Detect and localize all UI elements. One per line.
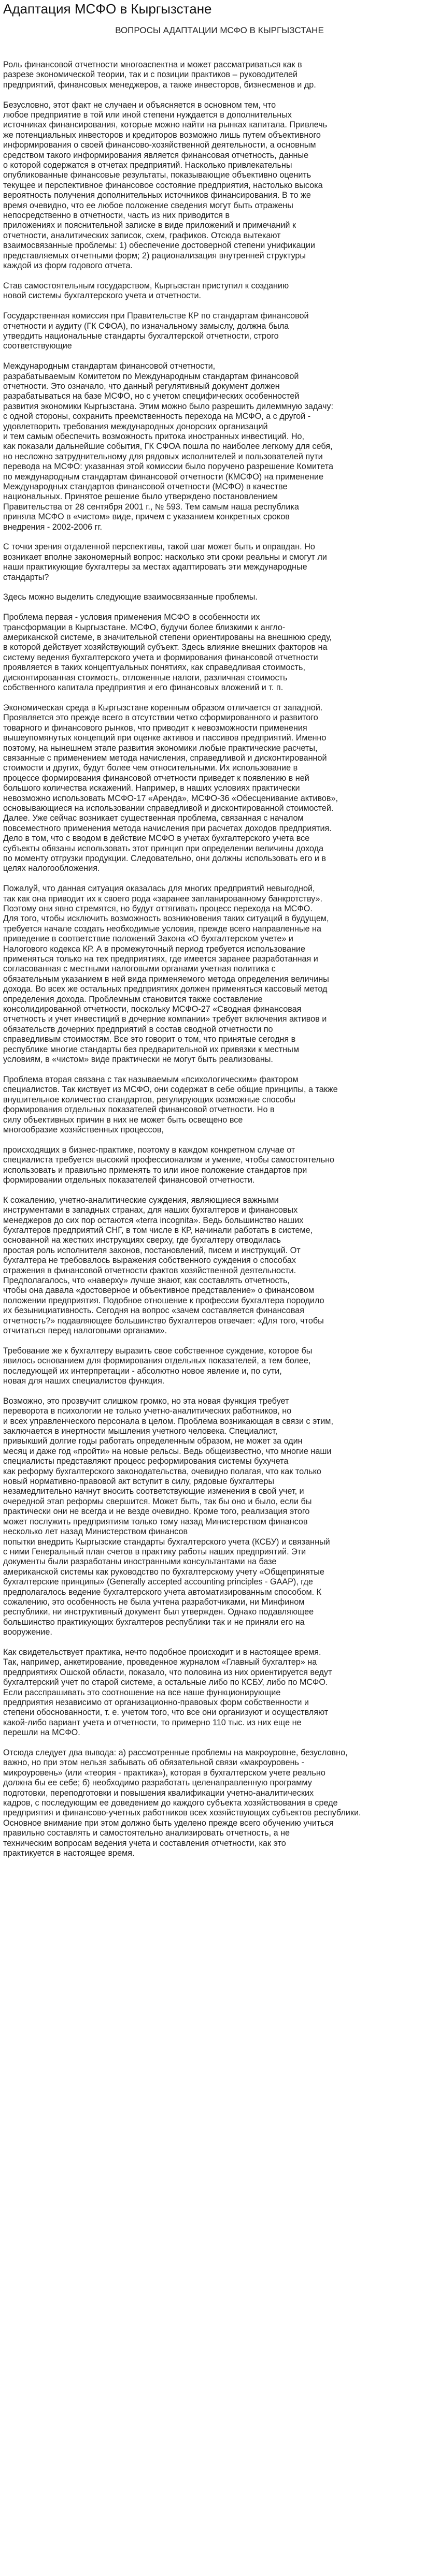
paragraph: Безусловно, этот факт не случаен и объясняется в основном тем, что любое предприятие в той или иной степени нуждается в дополнительных источниках финансирования, которые можно найти на рынках капитала. Привлечь же потенциальных инвесторов и кредиторов возможно лишь путем объективного информирования о своей финансово-хозяйственной деятельности, а основным средством такого информирования является финансовая отчетность, данные о которой содержатся в отчетах предприятий. Насколько привлекательны опубликованные финансовые результаты, показывающие объективно оценить текущее и перспективное финансовое состояние предприятия, настолько высока вероятность получения дополнительных источников финансирования. В то же время очевидно, что ее любое положение сведения могут быть отражены непосредственно в отчетности, часть из них приводится в приложениях и пояснительной записке в виде приложений и примечаний к отчетности, аналитических записок, схем, графиков. Отсюда вытекают взаимосвязанные проблемы: 1) обеспечение достоверной степени унификации представляемых отчетными форм; 2) рационализация внутренней структуры каждой из форм годового отчета. [3, 100, 328, 271]
document-title: Адаптация МСФО в Кыргызстане [3, 1, 212, 17]
paragraph: Пожалуй, что данная ситуация оказалась для многих предприятий невыгодной, так как она приводит их к своего рода «заранее запланированному банкротству». Поэтому они явно стремятся, но будут оттягивать процесс перехода на МСФО. Для того, чтобы исключить возможность возникновения таких ситуаций в будущем, требуется начале создать необходимые условия, прежде всего направленные на приведение в соответствие положений Закона «О бухгалтерском учете» и Налогового кодекса КР. А в промежуточный период требуется использование применяться только на тех предприятиях, где имеется заранее разработанная и согласованная с местными налоговыми органами учетная политика с обязательным указанием в ней вида применяемого метода определения величины дохода. Во всех же остальных предприятиях должен применяться кассовый метод определения дохода. Проблемным становится также составление консолидированной отчетности, поскольку МСФО-27 «Сводная финансовая отчетность и учет инвестиций в дочерние компании» требует включения активов и обязательств дочерних предприятий в состав сводной отчетности по справедливым стоимостям. Все это говорит о том, что принятые сегодня в республике многие стандарты без предварительной их привязки к местным условиям, в «чистом» виде практически не могут быть реализованы. [3, 884, 329, 1065]
paragraph: Став самостоятельным государством, Кыргызстан приступил к созданию новой системы бухгалтерского учета и отчетности. [3, 281, 289, 301]
document-subtitle: ВОПРОСЫ АДАПТАЦИИ МСФО В КЫРГЫЗСТАНЕ [115, 25, 324, 35]
paragraph: Проблема вторая связана с так называемым «психологическим» фактором специалистов. Так киствует из МСФО, они содержат в себе общие принципы, а также внушительное количество стандартов, регулирующих возможные способы формирования отдельных показателей финансовой отчетности. Но в силу объективных причин в них не может быть освещено все многообразие хозяйственных процессов, [3, 1074, 338, 1134]
paragraph: Международным стандартам финансовой отчетности, разрабатываемым Комитетом по Международным стандартам финансовой отчетности. Это означало, что данный регулятивный документ должен разрабатываться на базе МСФО, но с учетом специфических особенностей развития экономики Кыргызстана. Этим можно было разрешить дилеммную задачу: с одной стороны, сохранить преемственность перехода на МСФО, а с другой - удовлетворить требования международных донорских организаций и тем самым обеспечить возможность притока иностранных инвестиций. Но, как показали дальнейшие события, ГК СФОА пошла по наиболее легкому для себя, но несложно затруднительному для рядовых исполнителей и пользователей пути перевода на МСФО: указанная этой комиссии было поручено разрешение Комитета по международным стандартам финансовой отчетности (КМСФО) на применение Международных стандартов финансовой отчетности (МСФО) в качестве национальных. Принятое решение было утверждено постановлением Правительства от 28 сентября 2001 г., № 593. Тем самым наша республика приняла МСФО в «чистом» виде, причем с указанием конкретных сроков внедрения - 2002-2006 гг. [3, 361, 333, 532]
paragraph: Отсюда следует два вывода: а) рассмотренные проблемы на макроуровне, безусловно, важно, но при этом нельзя забывать об обязательной связи «макроуровень - микроуровень» (или «теория - практика»), которая в бухгалтерском учете реально должна бы ее себе; б) необходимо разработать целенаправленную программу подготовки, переподготовки и повышения квалификации учетно-аналитических кадров, с последующим ее доведением до каждого субъекта хозяйствования в среде предприятия и финансово-учетных работников всех хозяйствующих субъектов республики. Основное внимание при этом должно быть уделено прежде всего обучению учиться правильно составлять и самостоятельно анализировать отчетность, а не техническим вопросам ведения учета и составления отчетности, как это практикуется в настоящее время. [3, 1748, 361, 1858]
paragraph: Роль финансовой отчетности многоаспектна и может рассматриваться как в разрезе экономической теории, так и с позиции практиков – руководителей предприятий, финансовых менеджеров, а также инвесторов, бизнесменов и др. [3, 60, 316, 90]
paragraph: Проблема первая - условия применения МСФО в особенности их трансформации в Кыргызстане. МСФО, будучи более близкими к англо- американской системе, в значительной степени ориентированы на внешнюю среду, в которой действует хозяйствующий субъект. Здесь влияние внешних факторов на систему ведения бухгалтерского учета и формирования финансовой отчетности проявляется в таких концептуальных понятиях, как справедливая стоимость, дисконтированная стоимость, отложенные налоги, различная стоимость собственного капитала предприятия и его финансовых вложений и т. п. [3, 613, 332, 693]
paragraph: Экономическая среда в Кыргызстане коренным образом отличается от западной. Проявляется это прежде всего в отсутствии четко сформированного и развитого товарного и финансового рынков, что приводит к невозможности применения вышеупомянутых концепций при оценке активов и пассивов предприятий. Именно поэтому, на нынешнем этапе развития экономики любые практические расчеты, связанные с применением метода начисления, справедливой и дисконтированной стоимости и других, будут более чем относительными. Их использование в процессе формирования финансовой отчетности приведет к появлению в ней большого количества искажений. Например, в наших условиях практически невозможно использовать МСФО-17 «Аренда», МСФО-36 «Обесценивание активов», основывающиеся на использовании справедливой и дисконтированной стоимостей. Далее. Уже сейчас возникает существенная проблема, связанная с началом повсеместного применения метода начисления при расчетах доходов предприятия. Дело в том, что с вводом в действие МСФО в учетах бухгалтерского учета все субъекты обязаны использовать этот принцип при определении величины дохода по моменту отгрузки продукции. Следовательно, они должны использовать его и в целях налогообложения. [3, 703, 338, 874]
paragraph: К сожалению, учетно-аналитические суждения, являющиеся важными инструментами в западных странах, для наших бухгалтеров и финансовых менеджеров до сих пор остаются «terra incognita». Ведь большинство наших бухгалтеров предприятий СНГ, в том числе в КР, начинали работать в системе, основанной на жестких инструкциях сверху, где бухгалтеру отводилась простая роль исполнителя законов, постановлений, писем и инструкций. От бухгалтера не требовалось выражения собственного суждения о способах отражения в финансовой отчетности фактов хозяйственной деятельности. Предполагалось, что «наверху» лучше знают, как составлять отчетность, чтобы она давала «достоверное и объективное представление» о финансовом положении предприятия. Подобное отношение к профессии бухгалтера породило их безынициативность. Сегодня на вопрос «зачем составляется финансовая отчетность?» подавляющее большинство бухгалтеров отвечает: «Для того, чтобы отчитаться перед налоговыми органами». [3, 1195, 324, 1335]
paragraph: происходящих в бизнес-практике, поэтому в каждом конкретном случае от специалиста требуется высокий профессионализм и умение, чтобы самостоятельно использовать и правильно применять то или иное положение стандартов при формировании отдельных показателей финансовой отчетности. [3, 1145, 335, 1185]
paragraph: Как свидетельствует практика, нечто подобное происходит и в настоящее время. Так, например, анкетирование, проведенное журналом «Главный бухгалтер» на предприятиях Ошской области, показало, что половина из них ориентируется ведут бухгалтерский учет по старой системе, а остальные либо по КСБУ, либо по МСФО. Если расспрашивать это соотношение на все наше функционирующие предприятия независимо от организационно-правовых форм собственности и степени обоснованности, т. е. учетом того, что все они организуют и осуществляют какой-либо вариант учета и отчетности, то примерно 110 тыс. из них еще не перешли на МСФО. [3, 1647, 332, 1738]
paragraph: Возможно, это прозвучит слишком громко, но эта новая функция требует переворота в психологии не только учетно-аналитических работников, но и всех управленческого персонала в целом. Проблема возникающая в связи с этим, заключается в инертности мышления учетного человека. Специалист, привыкший долгие годы работать определенным образом, не может за один месяц и даже год «пройти» на новые рельсы. Ведь общеизвестно, что многие наши специалисты представляют процесс реформирования системы бухучета как реформу бухгалтерского законодательства, очевидно полагая, что как только новый нормативно-правовой акт вступит в силу, рядовые бухгалтеры незамедлительно начнут вносить соответствующие изменения в свой учет, и очередной этап реформы свершится. Может быть, так бы оно и было, если бы практически они не всегда и не везде очевидно. Кроме того, реализация этого может послужить предприятиям только тому назад Министерством финансов несколько лет назад Министерством финансов попытки внедрить Кыргызские стандарты бухгалтерского учета (КСБУ) и связанный с ними Генеральный план счетов в практику работы наших предприятий. Эти документы были разработаны иностранными консультантами на базе американской системы как руководство по бухгалтерскому учету «Общепринятые бухгалтерские принципы» (Generally accepted accounting principles - GAAP), где предполагалось ведение бухгалтерского учета автоматизированным способом. К сожалению, это особенность не была учтена разработчиками, ни Минфином республики, ни инструктивный документ был утвержден. Однако подавляющее большинство практикующих бухгалтеров республики так и не приняли его на вооружение. [3, 1396, 333, 1637]
paragraph: Требование же к бухгалтеру выразить свое собственное суждение, которое бы явилось основанием для формирования отдельных показателей, а тем более, последующей их интерпретации - абсолютно новое явление и, по сути, новая для наших специалистов функция. [3, 1346, 313, 1386]
paragraph: Государственная комиссия при Правительстве КР по стандартам финансовой отчетности и аудиту (ГК СФОА), по изначальному замыслу, должна была утвердить национальные стандарты бухгалтерской отчетности, строго соответствующие [3, 311, 309, 351]
paragraph: Здесь можно выделить следующие взаимосвязанные проблемы. [3, 592, 258, 602]
paragraph: С точки зрения отдаленной перспективы, такой шаг может быть и оправдан. Но возникает вполне закономерный вопрос: насколько эти сроки реальны и смогут ли наши практикующие бухгалтеры за местах адаптировать эти международные стандарты? [3, 542, 327, 582]
document-body [3, 60, 436, 1858]
